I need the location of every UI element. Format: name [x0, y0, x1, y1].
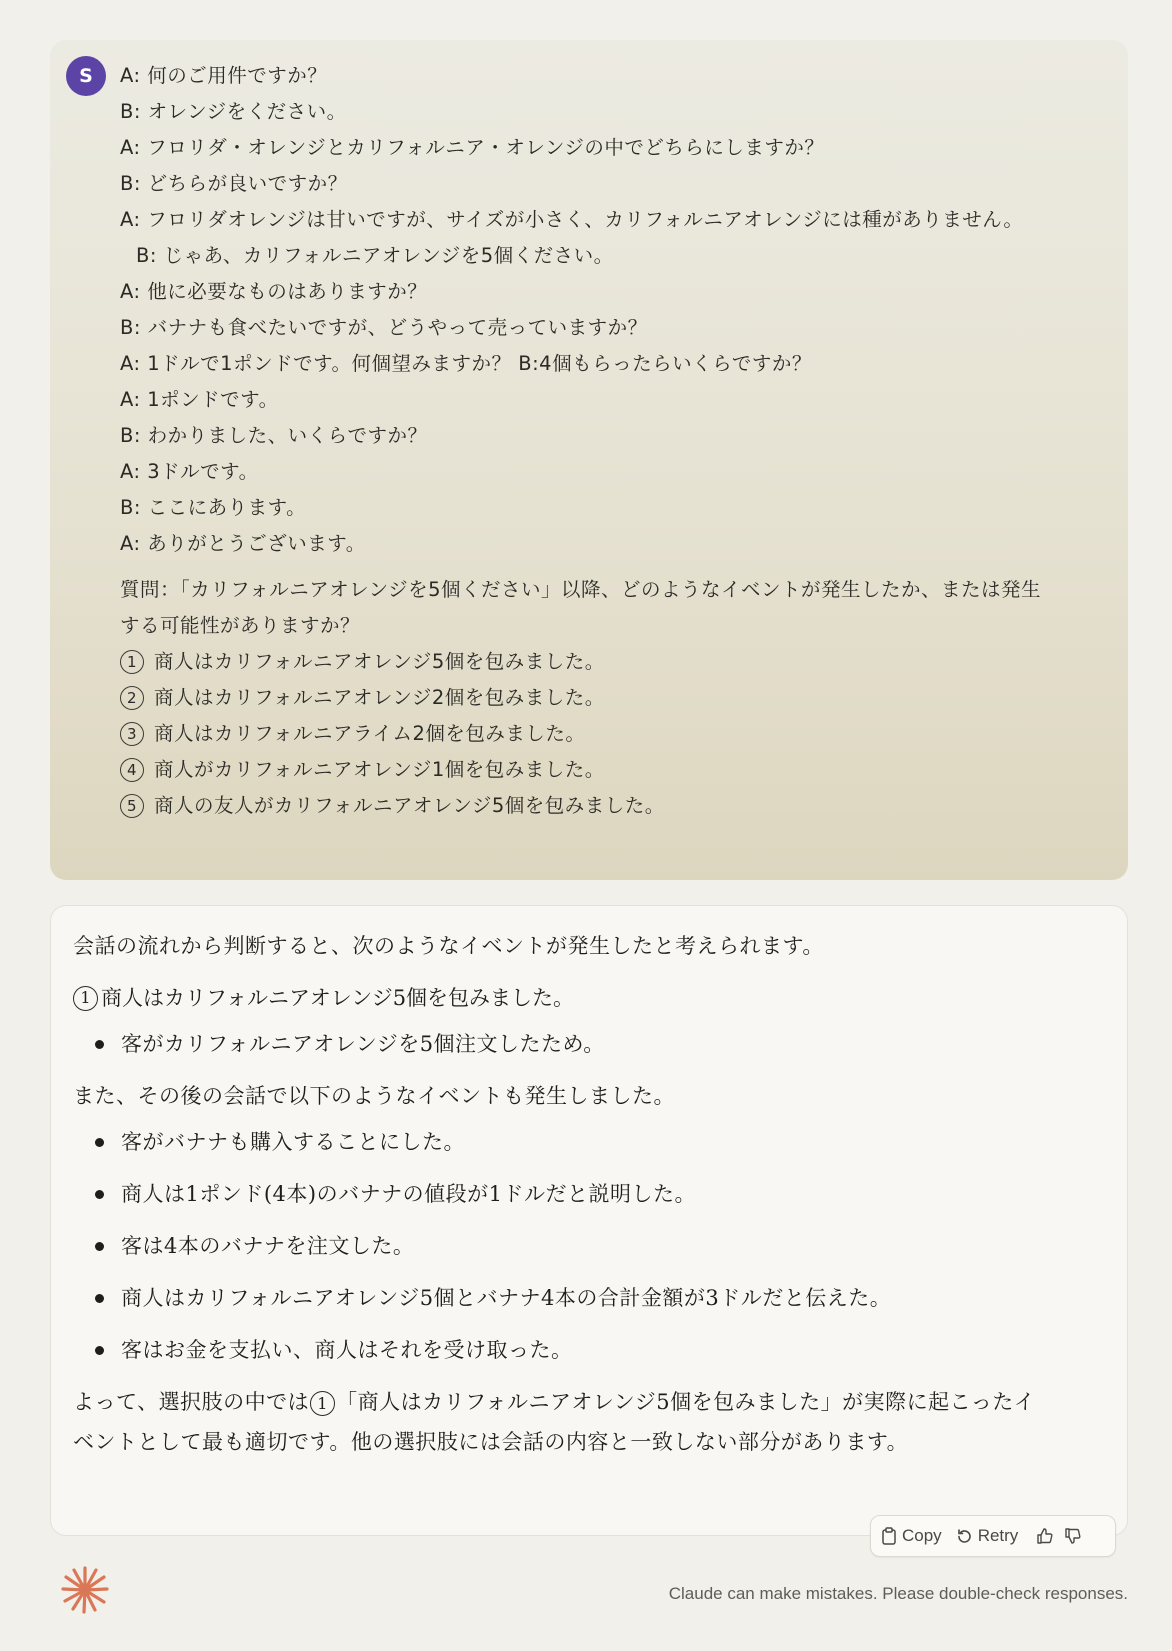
answer-text: 商人はカリフォルニアオレンジ5個を包みました。 — [101, 986, 575, 1010]
option-text: 商人はカリフォルニアライム2個を包みました。 — [154, 722, 586, 745]
dialogue-line: B: じゃあ、カリフォルニアオレンジを5個ください。 — [136, 244, 614, 267]
question-text: 質問：「カリフォルニアオレンジを5個ください」以降、どのようなイベントが発生したか、または発生する可能性がありますか？ — [120, 578, 1042, 637]
answer-reason-list — [73, 1024, 1103, 1064]
retry-icon — [956, 1528, 973, 1545]
option-number: 4 — [120, 758, 144, 782]
message-action-bar — [870, 1515, 1116, 1557]
dialogue-line: A: 他に必要なものはありますか？ — [120, 280, 428, 303]
option-item — [120, 716, 1098, 752]
option-number: 1 — [120, 650, 144, 674]
option-item — [120, 680, 1098, 716]
option-number: 5 — [120, 794, 144, 818]
copy-label: Copy — [902, 1526, 942, 1545]
thumbs-up-icon — [1036, 1527, 1054, 1545]
answer-number: 1 — [73, 986, 98, 1011]
option-number: 3 — [120, 722, 144, 746]
dialogue-line: B: オレンジをください。 — [120, 100, 347, 123]
thumbs-down-icon — [1064, 1527, 1082, 1545]
dialogue — [120, 58, 1098, 562]
assistant-message — [50, 905, 1128, 1536]
dialogue-line: A: 1ポンドです。 — [120, 388, 279, 411]
dialogue-line: B: ここにあります。 — [120, 496, 307, 519]
list-item: 客は4本のバナナを注文した。 — [73, 1226, 1103, 1266]
option-text: 商人はカリフォルニアオレンジ2個を包みました。 — [154, 686, 605, 709]
option-text: 商人の友人がカリフォルニアオレンジ5個を包みました。 — [154, 794, 665, 817]
option-number: 2 — [120, 686, 144, 710]
dialogue-line: A: フロリダオレンジは甘いですが、サイズが小さく、カリフォルニアオレンジには種がありません。 — [120, 208, 1024, 231]
dialogue-line: B: どちらが良いですか？ — [120, 172, 348, 195]
conclusion-post: 「商人はカリフォルニアオレンジ5個を包みました」が実際に起こったイベントとして最も適切です。他の選択肢には会話の内容と一致しない部分があります。 — [73, 1390, 1036, 1454]
option-item — [120, 788, 1098, 824]
additional-events-list — [73, 1122, 1103, 1370]
list-item: 客がカリフォルニアオレンジを5個注文したため。 — [73, 1024, 1103, 1064]
dialogue-line: A: 何のご用件ですか？ — [120, 64, 328, 87]
retry-button[interactable] — [956, 1526, 1019, 1546]
list-item: 商人は1ポンド(4本)のバナナの値段が1ドルだと説明した。 — [73, 1174, 1103, 1214]
retry-label: Retry — [977, 1526, 1019, 1545]
copy-button[interactable] — [881, 1526, 942, 1546]
thumbs-down-button[interactable] — [1060, 1523, 1086, 1549]
thumbs-up-button[interactable] — [1032, 1523, 1058, 1549]
conclusion-number: 1 — [310, 1391, 335, 1416]
response-intro: 会話の流れから判断すると、次のようなイベントが発生したと考えられます。 — [73, 934, 824, 958]
dialogue-line: A: 1ドルで1ポンドです。何個望みますか？ B:4個もらったらいくらですか？ — [120, 352, 812, 375]
options-list — [120, 644, 1098, 824]
list-item: 商人はカリフォルニアオレンジ5個とバナナ4本の合計金額が3ドルだと伝えた。 — [73, 1278, 1103, 1318]
option-item — [120, 644, 1098, 680]
clipboard-icon — [881, 1527, 897, 1545]
dialogue-line: B: わかりました、いくらですか？ — [120, 424, 428, 447]
option-item — [120, 752, 1098, 788]
dialogue-line: A: フロリダ・オレンジとカリフォルニア・オレンジの中でどちらにしますか？ — [120, 136, 825, 159]
claude-logo-icon — [60, 1565, 110, 1615]
conclusion-pre: よって、選択肢の中では — [73, 1390, 310, 1414]
dialogue-line: B: バナナも食べたいですが、どうやって売っていますか？ — [120, 316, 648, 339]
conclusion — [73, 1382, 1103, 1462]
disclaimer-text: Claude can make mistakes. Please double-check responses. — [668, 1584, 1128, 1603]
dialogue-line: A: ありがとうございます。 — [120, 532, 366, 555]
answer-heading — [73, 978, 1103, 1018]
dialogue-line: A: 3ドルです。 — [120, 460, 259, 483]
additional-intro: また、その後の会話で以下のようなイベントも発生しました。 — [73, 1084, 675, 1108]
user-message — [50, 40, 1128, 880]
list-item: 客がバナナも購入することにした。 — [73, 1122, 1103, 1162]
option-text: 商人はカリフォルニアオレンジ5個を包みました。 — [154, 650, 605, 673]
option-text: 商人がカリフォルニアオレンジ1個を包みました。 — [154, 758, 605, 781]
list-item: 客はお金を支払い、商人はそれを受け取った。 — [73, 1330, 1103, 1370]
user-avatar: S — [66, 56, 106, 96]
